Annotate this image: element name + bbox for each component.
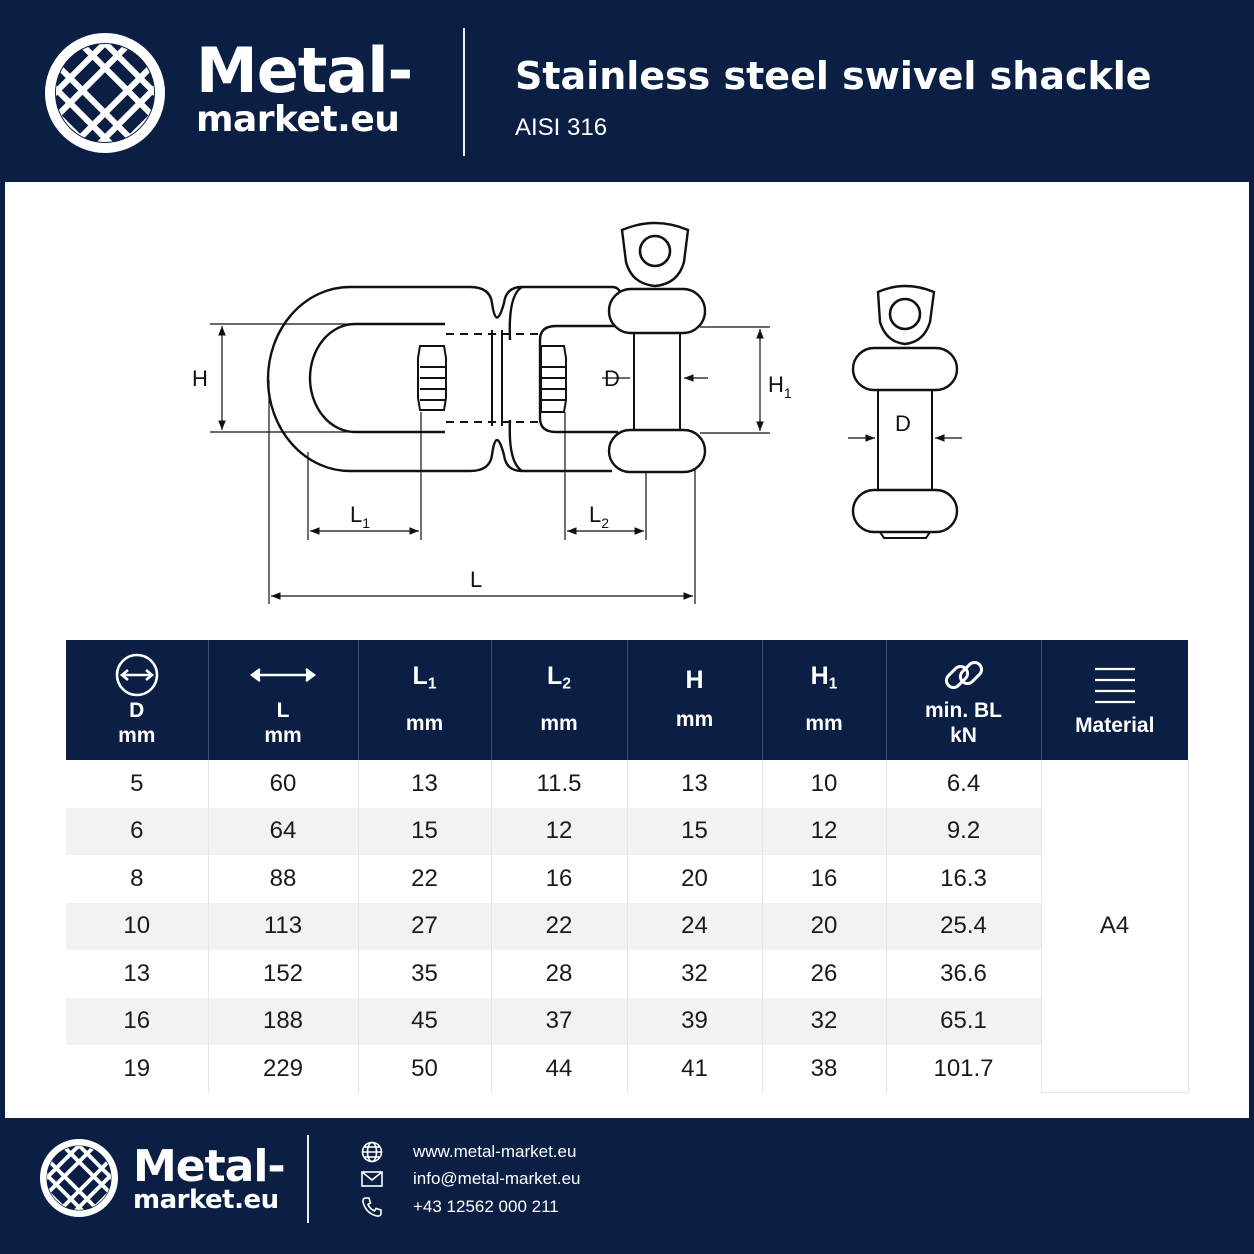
col-header-l2-name: $L_2$	[547, 662, 571, 693]
footer-website[interactable]	[360, 1140, 576, 1164]
table-row	[66, 808, 1188, 856]
label-d-side: D	[895, 411, 911, 436]
chain-link-icon	[941, 652, 987, 698]
table-cell: 19	[123, 1054, 151, 1082]
table-cell: 13	[627, 760, 762, 808]
table-cell: 229	[208, 1045, 358, 1093]
label-l1: $L_1$	[350, 502, 371, 531]
table-cell: 11.5	[491, 760, 627, 808]
col-header-l-unit: mm	[264, 724, 302, 747]
table-row	[66, 855, 1188, 903]
table-cell: 25.4	[886, 903, 1041, 951]
col-header-h[interactable]	[627, 640, 762, 760]
col-header-l2-unit: mm	[540, 711, 578, 735]
table-header-row	[66, 640, 1188, 760]
table-cell: 5	[130, 769, 144, 797]
label-h1: $H_1$	[768, 372, 792, 401]
col-header-d-name: D	[129, 699, 145, 722]
footer-logo-icon	[40, 1139, 118, 1217]
brand-line2: market.eu	[196, 99, 400, 140]
table-cell: 152	[208, 950, 358, 998]
col-header-l1-unit: mm	[405, 711, 444, 735]
table-cell: 12	[762, 808, 886, 856]
col-header-material-name: Material	[1075, 713, 1155, 737]
table-cell: 20	[627, 855, 762, 903]
brand-line1: Metal-	[196, 34, 413, 107]
col-header-h1-unit: mm	[805, 711, 843, 735]
table-cell: 101.7	[886, 1045, 1041, 1093]
col-header-l1-name: $L_1$	[412, 662, 437, 693]
table-cell: 36.6	[886, 950, 1041, 998]
table-cell: 65.1	[886, 998, 1041, 1046]
footer-bar	[0, 1118, 1254, 1254]
table-cell: 38	[762, 1045, 886, 1093]
envelope-icon	[360, 1167, 384, 1191]
table-cell: 26	[762, 950, 886, 998]
col-header-l[interactable]	[208, 640, 358, 760]
col-header-bl-name: min. BL	[925, 699, 1002, 722]
table-cell: 88	[208, 855, 358, 903]
table-cell: 16	[762, 855, 886, 903]
table-cell: 13	[358, 760, 491, 808]
col-header-h-unit: mm	[675, 708, 714, 731]
table-cell: 27	[358, 903, 491, 951]
brand-wordmark[interactable]	[196, 34, 413, 140]
diameter-icon	[114, 652, 160, 698]
metal-market-logo-icon	[45, 33, 165, 153]
table-cell: 10	[66, 903, 208, 951]
table-cell: 6.4	[886, 760, 1041, 808]
table-cell: 22	[491, 903, 627, 951]
col-header-d[interactable]	[66, 640, 208, 760]
table-cell: 13	[123, 959, 151, 987]
label-h: H	[192, 366, 208, 391]
col-header-l-name: L	[276, 699, 290, 722]
table-cell: 39	[627, 998, 762, 1046]
table-cell: 188	[208, 998, 358, 1046]
table-cell: 37	[491, 998, 627, 1046]
material-cell: A4	[1041, 760, 1188, 1093]
footer-brand-line1: Metal-	[133, 1141, 285, 1192]
list-lines-icon	[1094, 663, 1136, 709]
table-row	[66, 1045, 1188, 1093]
page-subtitle: AISI 316	[515, 114, 608, 141]
table-cell: 10	[762, 760, 886, 808]
table-cell: 16	[491, 855, 627, 903]
table-row	[66, 760, 1188, 808]
table-cell: 12	[491, 808, 627, 856]
page-title: Stainless steel swivel shackle	[515, 54, 1152, 98]
table-row	[66, 903, 1188, 951]
table-cell: 20	[762, 903, 886, 951]
col-header-material[interactable]	[1041, 640, 1188, 760]
table-cell: 44	[491, 1045, 627, 1093]
col-header-d-unit: mm	[118, 724, 156, 747]
table-cell: 8	[130, 864, 144, 892]
table-cell: 50	[358, 1045, 491, 1093]
label-l: L	[470, 567, 483, 592]
col-header-bl-unit: kN	[950, 724, 977, 747]
specs-table	[66, 640, 1189, 1093]
table-cell: 24	[627, 903, 762, 951]
footer-brand-line2: market.eu	[133, 1185, 279, 1215]
table-cell: 28	[491, 950, 627, 998]
content-panel	[5, 182, 1249, 1118]
table-cell: 113	[208, 903, 358, 951]
table-cell: 9.2	[886, 808, 1041, 856]
footer-divider	[307, 1135, 309, 1223]
col-header-l1[interactable]	[358, 640, 491, 760]
table-cell: 32	[627, 950, 762, 998]
length-arrow-icon	[249, 652, 317, 698]
website-link[interactable]: www.metal-market.eu	[413, 1142, 577, 1161]
col-header-h1[interactable]	[762, 640, 886, 760]
col-header-l2[interactable]	[491, 640, 627, 760]
table-cell: 41	[627, 1045, 762, 1093]
header-divider	[463, 28, 465, 156]
footer-email[interactable]	[360, 1167, 581, 1191]
col-header-bl[interactable]	[886, 640, 1041, 760]
table-cell: 15	[627, 808, 762, 856]
phone-number[interactable]: +43 12562 000 211	[413, 1197, 559, 1216]
label-d: D	[604, 366, 620, 391]
label-l2: $L_2$	[589, 502, 610, 531]
table-cell: 45	[358, 998, 491, 1046]
table-cell: 60	[208, 760, 358, 808]
col-header-h1-name: $H_1$	[810, 662, 838, 693]
footer-brand-wordmark[interactable]	[133, 1141, 285, 1215]
email-link[interactable]: info@metal-market.eu	[413, 1169, 581, 1188]
table-cell: 15	[358, 808, 491, 856]
table-row	[66, 998, 1188, 1046]
footer-phone[interactable]	[360, 1195, 559, 1219]
specs-table-body	[66, 760, 1188, 1093]
globe-icon	[360, 1140, 384, 1164]
table-cell: 16	[66, 998, 208, 1046]
table-cell: 16.3	[886, 855, 1041, 903]
col-header-h-name: H	[685, 666, 704, 694]
table-cell: 32	[762, 998, 886, 1046]
header-bar	[0, 0, 1254, 182]
table-cell: 35	[358, 950, 491, 998]
shackle-technical-drawing	[5, 182, 1249, 622]
phone-icon	[360, 1195, 384, 1219]
table-cell: 64	[208, 808, 358, 856]
table-cell: 22	[358, 855, 491, 903]
table-row	[66, 950, 1188, 998]
table-cell: 6	[66, 808, 208, 856]
